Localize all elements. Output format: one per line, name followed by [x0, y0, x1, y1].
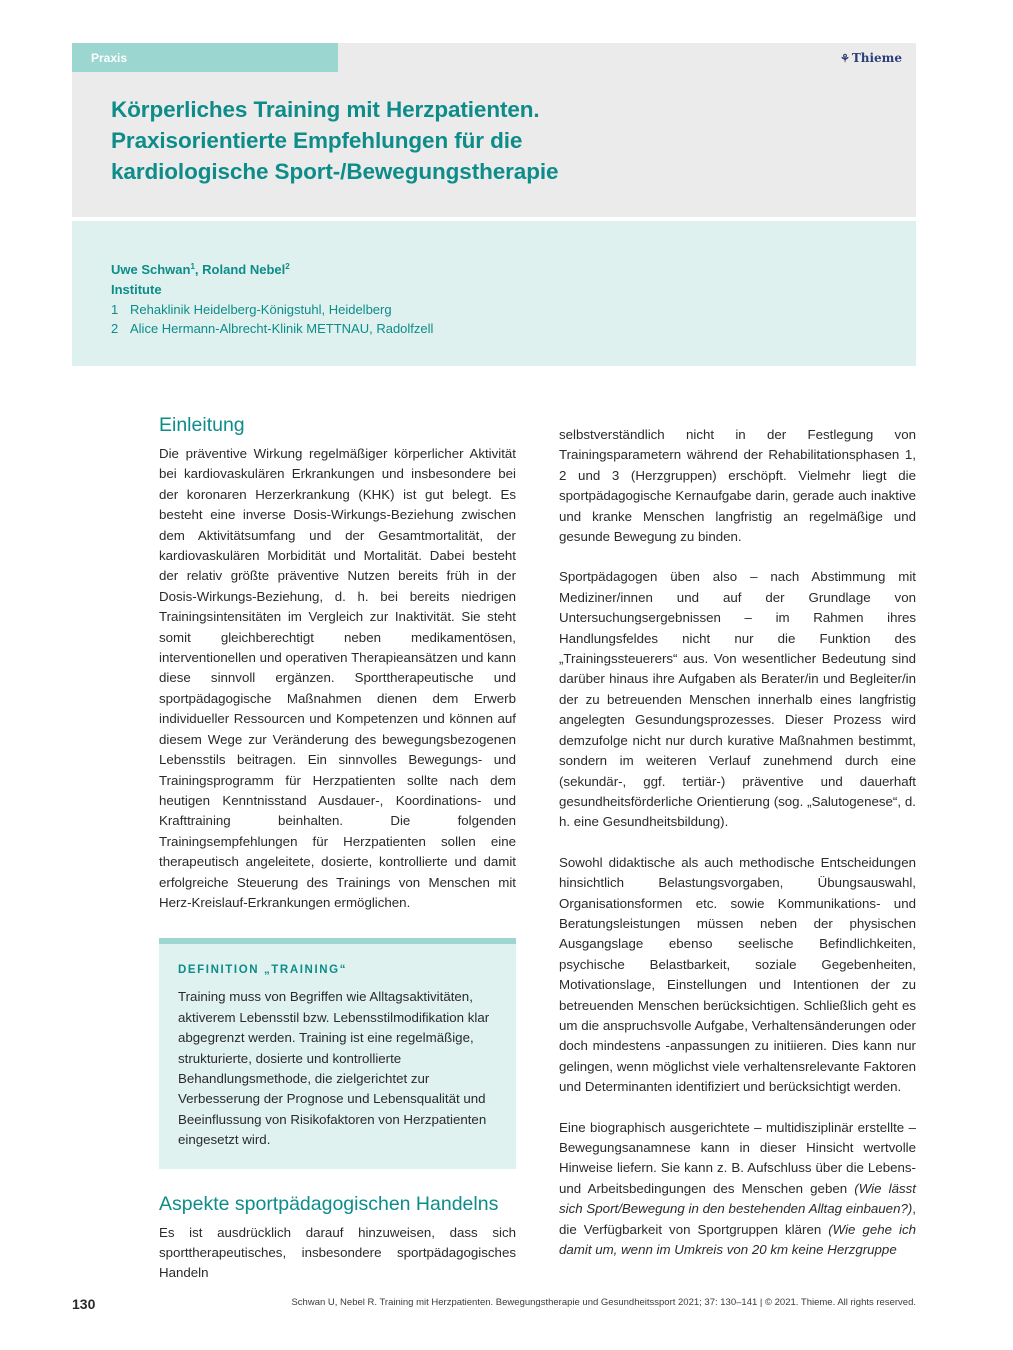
body-paragraph: Sowohl didaktische als auch methodische Entscheidungen hinsichtlich Belastungsvorgaben, Übungsauswahl, Organisationsformen etc. sowie Kommunikations- und Beratungsleistungen müssen neben der physischen Ausgangslage ebenso seelische Befindlichkeiten, psychische Belastbarkeit, soziale Gegebenheiten, Motivationslage, Einstellungen und Intentionen der zu betreuenden Menschen berücksichtigen. Schließlich geht es um die anspruchsvolle Aufgabe, Verhaltensänderungen oder doch mindestens -anpassungen zu initiieren. Dies kann nur gelingen, wenn möglichst viele verhaltensrelevante Faktoren und Determinanten identifiziert und berücksichtigt werden.: [559, 854, 916, 1095]
citation-footer: Schwan U, Nebel R. Training mit Herzpatienten. Bewegungstherapie und Gesundheitssport 2021; 37: 130–141 | © 2021. Thieme. All rights reserved.: [291, 1297, 916, 1308]
institute-item: [111, 319, 916, 338]
section-heading-aspekte: Aspekte sportpädagogischen Handelns: [159, 1192, 499, 1215]
author-name: Roland Nebel: [202, 262, 286, 277]
institute-item: [111, 300, 916, 319]
section-label: Praxis: [72, 43, 338, 72]
author-separator: ,: [194, 262, 203, 277]
author-list: [111, 257, 916, 280]
body-paragraph: Es ist ausdrücklich darauf hinzuweisen, dass sich sporttherapeutisches, insbesondere sportpädagogisches Handeln: [159, 1224, 516, 1281]
title-line-1: Körperliches Training mit Herzpatienten.: [111, 97, 540, 122]
body-paragraph: selbstverständlich nicht in der Festlegung von Trainingsparametern während der Rehabilitationsphasen 1, 2 und 3 (Herzgruppen) erschöpft. Vielmehr liegt die sportpädagogische Kernaufgabe darin, gerade auch inaktive und kranke Menschen langfristig an regelmäßige und gesunde Bewegung zu binden.: [559, 427, 916, 545]
affiliation-marker: 1: [190, 262, 195, 271]
italic-question: (Wie gehe ich damit um, wenn im Umkreis von 20 km keine Herzgruppe: [559, 1221, 916, 1258]
title-line-3: kardiologische Sport-/Bewegungstherapie: [111, 159, 559, 184]
institutes-label: Institute: [111, 282, 162, 297]
italic-question: (Wie lässt sich Sport/Bewegung in den bestehenden Alltag einbauen?): [559, 1180, 916, 1217]
institute-number: 1: [111, 302, 119, 317]
institute-name: Rehaklinik Heidelberg-Königstuhl, Heidelberg: [130, 302, 392, 317]
paragraph-text: , die Verfügbarkeit von Sportgruppen klären: [559, 1201, 916, 1237]
institute-name: Alice Hermann-Albrecht-Klinik METTNAU, Radolfzell: [130, 321, 434, 336]
definition-text: Training muss von Begriffen wie Alltagsaktivitäten, aktiverem Lebensstil bzw. Lebensstilmodifikation klar abgegrenzt werden. Training ist eine regelmäßige, strukturierte, dosierte und kontrollierte Behandlungsmethode, die zielgerichtet zur Verbesserung der Prognose und Lebensqualität und Beeinflussung von Risikofaktoren von Herzpatienten eingesetzt wird.: [178, 989, 490, 1148]
paragraph-text: Eine biographisch ausgerichtete – multidisziplinär erstellte – Bewegungsanamnese kann in dieser Hinsicht wertvolle Hinweise liefern. Sie kann z. B. Aufschluss über die Lebens- und Arbeitsbedingungen des Menschen geben: [559, 1119, 916, 1196]
thieme-logo-icon: ⚘: [839, 52, 850, 65]
left-column: [159, 410, 516, 1284]
definition-title: DEFINITION „TRAINING“: [178, 964, 348, 977]
publisher-name: Thieme: [851, 51, 902, 65]
publisher-logo: [840, 51, 902, 65]
institute-number: 2: [111, 321, 119, 336]
body-paragraph: Die präventive Wirkung regelmäßiger körperlicher Aktivität bei kardiovaskulären Erkrankungen und insbesondere bei der koronaren Herzerkrankung (KHK) ist gut belegt. Es besteht eine inverse Dosis-Wirkungs-Beziehung zwischen dem Aktivitätsumfang und der Gesamtmortalität, der kardiovaskulären Morbidität und Mortalität. Dabei besteht der relativ größte präventive Nutzen bereits früh in der Dosis-Wirkungs-Beziehung, d. h. bei bereits niedrigen Trainingsintensitäten im Vergleich zur Inaktivität. Sie steht somit gleichberechtigt neben medikamentösen, interventionellen und operativen Therapieansätzen und kann diese sinnvoll ergänzen. Sporttherapeutische und sportpädagogische Maßnahmen dienen dem Erwerb individueller Ressourcen und Kompetenzen und können auf diesem Wege zur Veränderung des bewegungsbezogenen Lebensstils beitragen. Ein sinnvolles Bewegungs- und Trainingsprogramm für Herzpatienten sollte nach dem heutigen Kenntnisstand Ausdauer-, Koordinations- und Krafttraining beinhalten. Die folgenden Trainingsempfehlungen für Herzpatienten sollen eine therapeutisch angeleitete, dosierte, kontrollierte und damit erfolgreiche Steuerung des Trainings von Menschen mit Herz-Kreislauf-Erkrankungen ermöglichen.: [159, 446, 516, 910]
author-name: Uwe Schwan: [111, 262, 191, 277]
article-title-block: [72, 72, 916, 217]
body-paragraph: Sportpädagogen üben also – nach Abstimmung mit Mediziner/innen und auf der Grundlage von Untersuchungsergebnissen – im Rahmen ihres Handlungsfeldes nicht nur die Funktion des „Trainingssteuerers“ aus. Von wesentlicher Bedeutung sind darüber hinaus ihre Aufgaben als Berater/in und Begleiter/in der zu betreuenden Menschen innerhalb eines langfristig angelegten Gesundungsprozesses. Dieser Prozess wird demzufolge nicht nur durch kurative Maßnahmen bestimmt, sondern im weiteren Verlauf zunehmend durch eine (sekundär-, ggf. tertiär-) präventive und dauerhaft gesundheitsförderliche Orientierung (sog. „Salutogenese“, d. h. eine Gesundheitsbildung).: [559, 569, 916, 830]
body-paragraph: [559, 1118, 916, 1261]
definition-box: [159, 938, 516, 1168]
right-column: [559, 425, 916, 1260]
page-number: 130: [72, 1296, 96, 1312]
author-block: [72, 221, 916, 366]
page-header-bar: [72, 43, 916, 72]
title-line-2: Praxisorientierte Empfehlungen für die: [111, 128, 523, 153]
section-heading-einleitung: Einleitung: [159, 414, 245, 436]
affiliation-marker: 2: [285, 262, 290, 271]
article-title: [111, 94, 916, 187]
